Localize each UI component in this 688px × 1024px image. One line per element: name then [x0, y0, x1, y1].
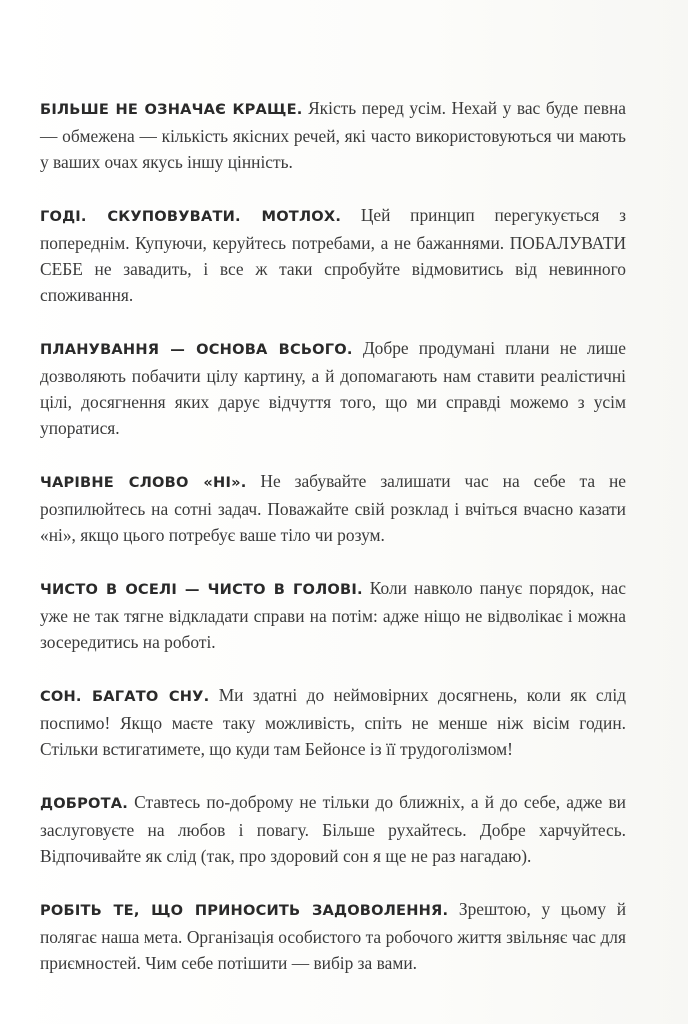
paragraph-body: Ми здатні до неймовірних досягнень, коли як слід поспимо! Якщо маєте таку можливість, спіть не менше ніж вісім годин. Стільки встигатимете, що куди там Бейонсе із її трудоголізмом! [40, 685, 627, 759]
paragraph-heading: ПЛАНУВАННЯ — ОСНОВА ВСЬОГО. [40, 341, 353, 358]
paragraph-heading: ЧАРІВНЕ СЛОВО «НІ». [40, 474, 247, 491]
paragraph-kindness [40, 789, 626, 869]
paragraph-stop-buying-junk [40, 202, 626, 308]
paragraph-say-no [40, 468, 626, 548]
paragraph-heading: ЧИСТО В ОСЕЛІ — ЧИСТО В ГОЛОВІ. [40, 581, 363, 598]
paragraph-heading: СОН. БАГАТО СНУ. [40, 688, 210, 705]
paragraph-body: Ставтесь по-доброму не тільки до ближніх, а й до себе, адже ви заслуговуєте на любов і повагу. Більше рухайтесь. Добре харчуйтесь. Відпочивайте як слід (так, про здоровий сон я ще не раз нагадаю). [40, 792, 626, 866]
paragraph-enjoyment [40, 896, 626, 976]
paragraph-body: Якість перед усім. Нехай у вас буде певна — обмежена — кількість якісних речей, які часто використовуються чи мають у ваших очах якусь іншу цінність. [40, 98, 626, 172]
paragraph-body: Коли навколо панує порядок, нас уже не так тягне відкладати справи на потім: адже ніщо не відволікає і можна зосередитись на роботі. [40, 578, 626, 652]
page-content [40, 95, 626, 1003]
paragraph-heading: БІЛЬШЕ НЕ ОЗНАЧАЄ КРАЩЕ. [40, 101, 303, 118]
paragraph-planning [40, 335, 626, 441]
paragraph-quality [40, 95, 626, 175]
paragraph-body: Не забувайте залишати час на себе та не розпилюйтесь на сотні задач. Поважайте свій розклад і вчіться вчасно казати «ні», якщо цього потребує ваше тіло чи розум. [40, 471, 626, 545]
paragraph-body: Добре продумані плани не лише дозволяють побачити цілу картину, а й допомагають нам ставити реалістичні цілі, досягнення яких дарує відчуття того, що ми справді можемо з усім упоратися. [40, 338, 626, 438]
paragraph-sleep [40, 682, 626, 762]
paragraph-heading: ГОДІ. СКУПОВУВАТИ. МОТЛОХ. [40, 208, 342, 225]
paragraph-heading: РОБІТЬ ТЕ, ЩО ПРИНОСИТЬ ЗАДОВОЛЕННЯ. [40, 902, 449, 919]
paragraph-body: Цей принцип перегукується з попереднім. Купуючи, керуйтесь потребами, а не бажаннями. ПОБАЛУВАТИ СЕБЕ не завадить, і все ж таки спробуйте відмовитись від невинного споживання. [40, 205, 626, 305]
paragraph-heading: ДОБРОТА. [40, 795, 129, 812]
paragraph-clean-home [40, 575, 626, 655]
paragraph-body: Зрештою, у цьому й полягає наша мета. Організація особистого та робочого життя звільняє час для приємностей. Чим себе потішити — вибір за вами. [40, 899, 626, 973]
